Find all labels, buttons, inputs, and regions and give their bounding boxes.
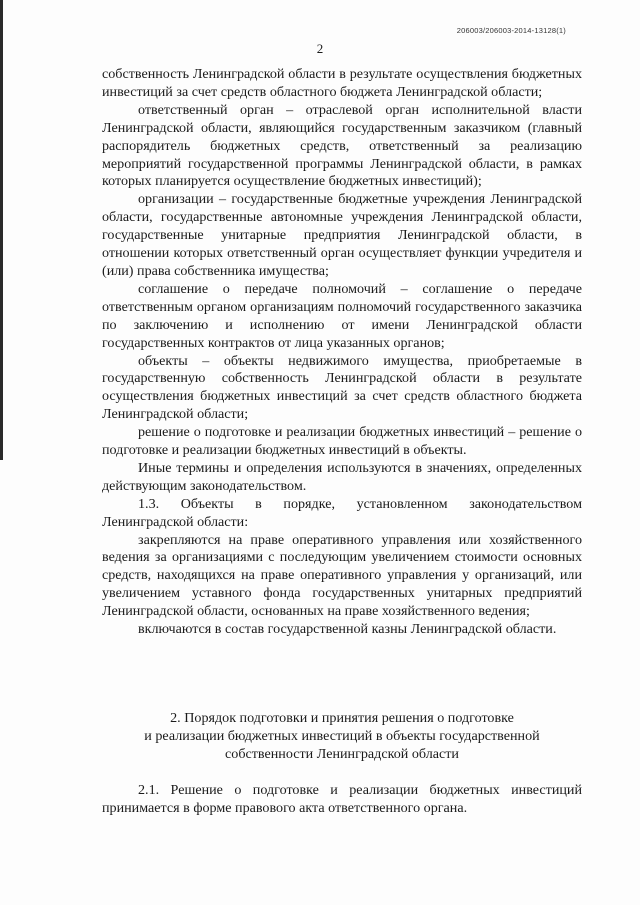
paragraph: Иные термины и определения используются в значениях, определенных действующим законодательством. [102,459,582,494]
heading-line: и реализации бюджетных инвестиций в объекты государственной [144,727,540,744]
paragraph: закрепляются на праве оперативного управления или хозяйственного ведения за организациями с последующим увеличением стоимости основных средств, находящихся на праве оперативного управления у организаций, или увеличением уставного фонда государственных унитарных предприятий Ленинградской области, основанных на праве хозяйственного ведения; [102,531,582,620]
body-text [102,66,582,639]
scan-edge-shadow [0,0,3,460]
paragraph: собственность Ленинградской области в результате осуществления бюджетных инвестиций за счет средств областного бюджета Ленинградской области; [102,66,582,100]
paragraph: 1.3. Объекты в порядке, установленном законодательством Ленинградской области: [102,495,582,530]
paragraph: организации – государственные бюджетные учреждения Ленинградской области, государственные автономные учреждения Ленинградской области, государственные унитарные предприятия Ленинградской области, в отношении которых ответственный орган осуществляет функции учредителя и (или) права собственника имущества; [102,191,582,279]
paragraph: включаются в состав государственной казны Ленинградской области. [138,621,557,638]
section-heading [102,710,582,764]
paragraph: 2.1. Решение о подготовке и реализации бюджетных инвестиций принимается в форме правового акта ответственного органа. [102,782,582,816]
section-2-1 [102,782,582,818]
paragraph: ответственный орган – отраслевой орган исполнительной власти Ленинградской области, являющийся государственным заказчиком (главный распорядитель бюджетных средств, ответственный за реализацию мероприятий государственной программы Ленинградской области, в рамках которых планируется осуществление бюджетных инвестиций); [102,101,582,190]
document-id: 206003/206003-2014-13128(1) [456,26,566,35]
paragraph: объекты – объекты недвижимого имущества, приобретаемые в государственную собственность Ленинградской области в результате осуществления бюджетных инвестиций за счет средств областного бюджета Ленинградской области; [102,352,582,423]
paragraph: решение о подготовке и реализации бюджетных инвестиций – решение о подготовке и реализации бюджетных инвестиций в объекты. [102,424,582,459]
heading-line: собственности Ленинградской области [225,745,459,762]
heading-line: 2. Порядок подготовки и принятия решения о подготовке [170,710,514,726]
paragraph: соглашение о передаче полномочий – соглашение о передаче ответственным органом организациям полномочий государственного заказчика по заключению и исполнению от имени Ленинградской области государственных контрактов от лица указанных органов; [102,280,582,351]
page-number: 2 [316,41,324,56]
